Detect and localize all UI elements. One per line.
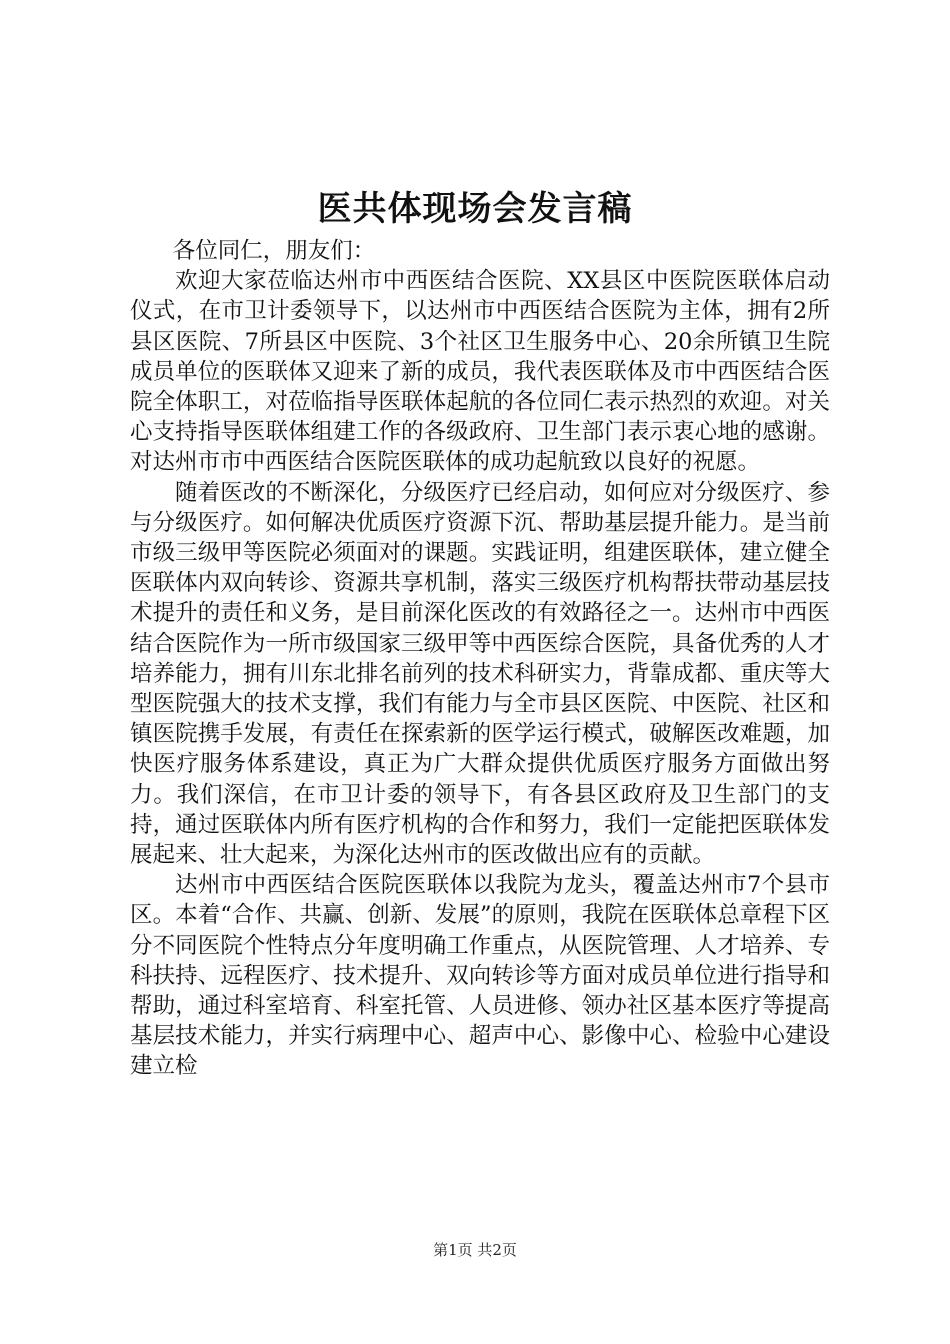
greeting: 各位同仁，朋友们： [172, 238, 376, 264]
paragraph-1: 欢迎大家莅临达州市中西医结合医院、XX县区中医院医联体启动仪式，在市卫计委领导下，以达州市中西医结合医院为主体，拥有2所县区医院、7所县区中医院、3个社区卫生服务中心、20余所镇卫生院成员单位的医联体又迎来了新的成员，我代表医联体及市中西医结合医院全体职工，对莅临指导医联体起航的各位同仁表示热烈的欢迎。对关心支持指导医联体组建工作的各级政府、卫生部门表示衷心地的感谢。对达州市市中西医结合医院医联体的成功起航致以良好的祝愿。 [130, 268, 830, 476]
paragraph-2: 随着医改的不断深化，分级医疗已经启动，如何应对分级医疗、参与分级医疗。如何解决优质医疗资源下沉、帮助基层提升能力。是当前市级三级甲等医院必须面对的课题。实践证明，组建医联体，建立健全医联体内双向转诊、资源共享机制，落实三级医疗机构帮扶带动基层技术提升的责任和义务，是目前深化医改的有效路径之一。达州市中西医结合医院作为一所市级国家三级甲等中西医综合医院，具备优秀的人才培养能力，拥有川东北排名前列的技术科研实力，背靠成都、重庆等大型医院强大的技术支撑，我们有能力与全市县区医院、中医院、社区和镇医院携手发展，有责任在探索新的医学运行模式，破解医改难题，加快医疗服务体系建设，真正为广大群众提供优质医疗服务方面做出努力。我们深信，在市卫计委的领导下，有各县区政府及卫生部门的支持，通过医联体内所有医疗机构的合作和努力，我们一定能把医联体发展起来、壮大起来，为深化达州市的医改做出应有的贡献。 [130, 479, 830, 869]
paragraph-3: 达州市中西医结合医院医联体以我院为龙头，覆盖达州市7个县市区。本着“合作、共赢、创新、发展”的原则，我院在医联体总章程下区分不同医院个性特点分年度明确工作重点，从医院管理、人才培养、专科扶持、远程医疗、技术提升、双向转诊等方面对成员单位进行指导和帮助，通过科室培育、科室托管、人员进修、领办社区基本医疗等提高基层技术能力，并实行病理中心、超声中心、影像中心、检验中心建设建立检 [130, 872, 830, 1080]
page-footer: 第1页 共2页 [433, 1241, 517, 1259]
document-body [130, 236, 830, 1082]
page-title: 医共体现场会发言稿 [317, 189, 633, 229]
